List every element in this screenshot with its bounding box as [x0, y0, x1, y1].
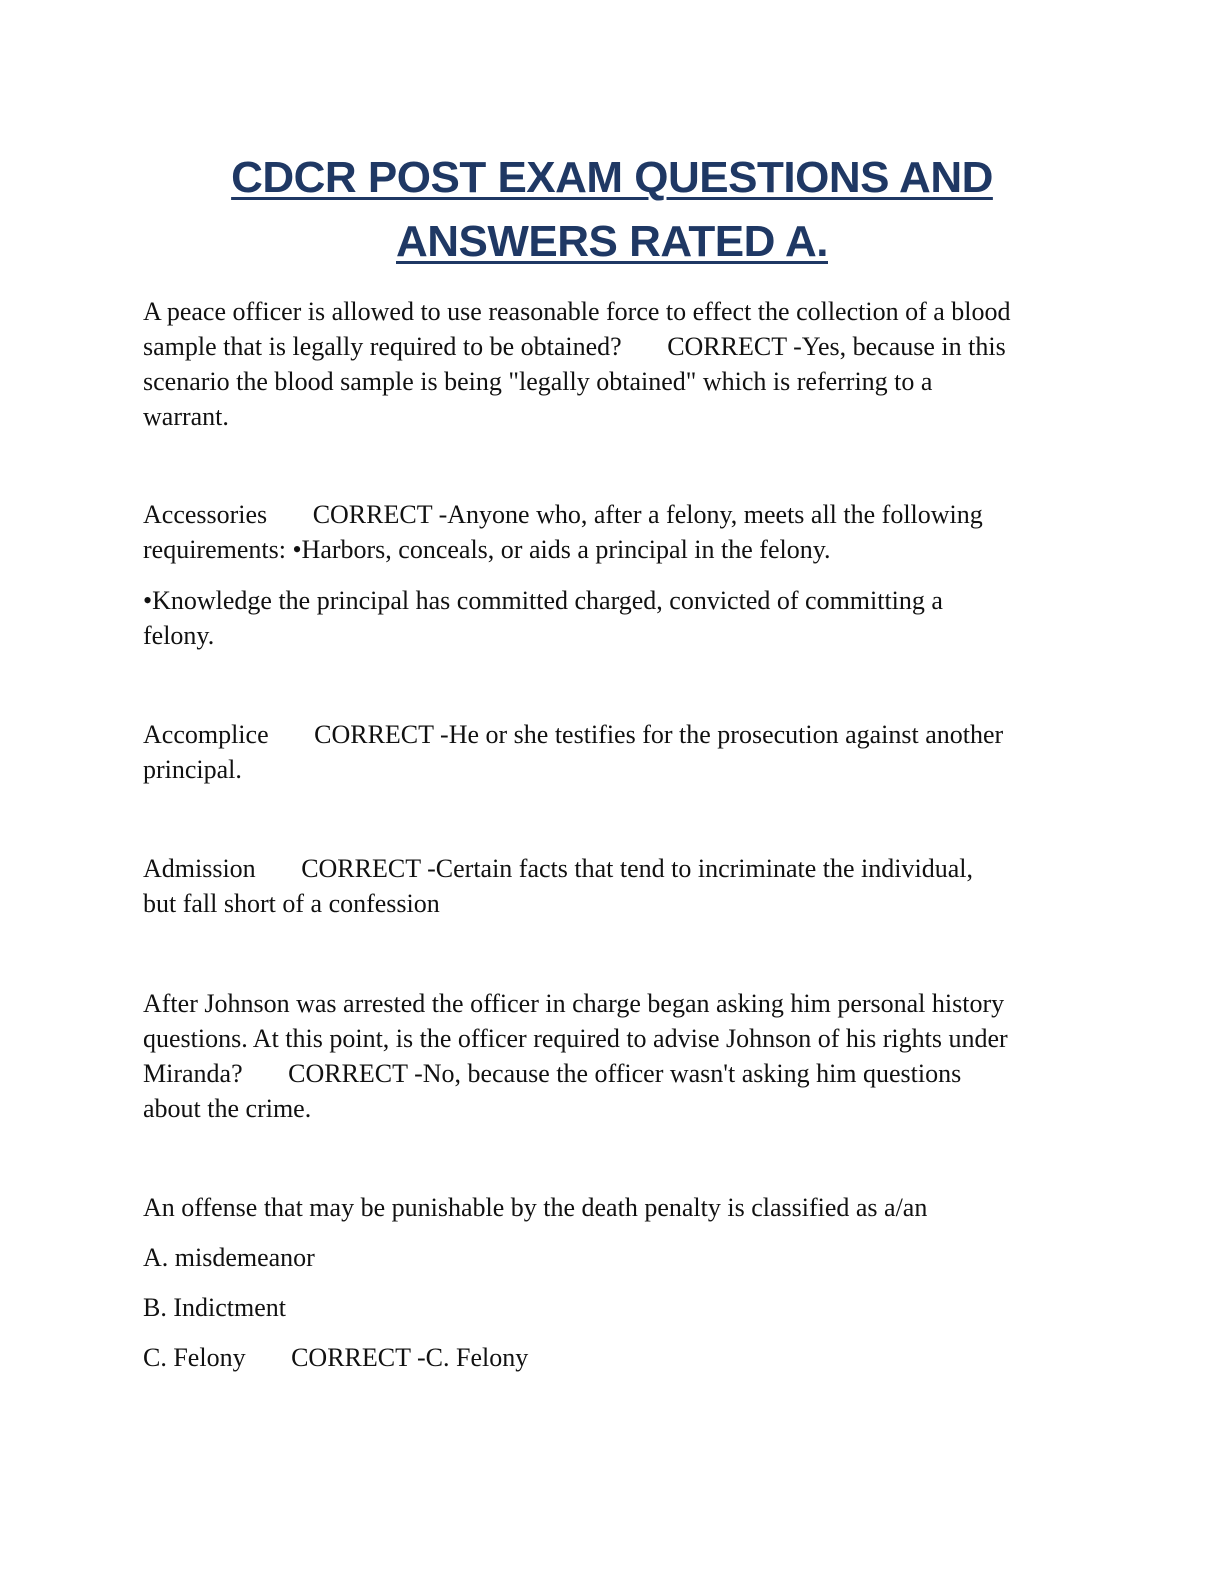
qa-block-accessories — [143, 497, 1083, 567]
option-a — [143, 1240, 1083, 1275]
question-text: An offense that may be punishable by the death penalty is classified as a/an — [143, 1193, 928, 1222]
answer-text: CORRECT -Anyone who, after a felony, meets all the following — [312, 500, 983, 529]
text-line: •Knowledge the principal has committed charged, convicted of committing a — [143, 586, 943, 615]
text-line: questions. At this point, is the officer required to advise Johnson of his rights under — [143, 1024, 1008, 1053]
text-line — [143, 497, 1083, 532]
text-line: requirements: •Harbors, conceals, or aids a principal in the felony. — [143, 535, 831, 564]
text-line: but fall short of a confession — [143, 889, 440, 918]
text-line — [143, 851, 1083, 886]
text-line — [143, 1340, 1083, 1375]
text-line: A peace officer is allowed to use reasonable force to effect the collection of a blood — [143, 297, 1011, 326]
qa-block-peace-officer — [143, 294, 1083, 434]
text-line: warrant. — [143, 402, 229, 431]
term-text: Admission — [143, 854, 256, 883]
text-line: principal. — [143, 755, 242, 784]
qa-block-admission — [143, 851, 1083, 921]
text-line: After Johnson was arrested the officer in charge began asking him personal history — [143, 989, 1005, 1018]
question-text: sample that is legally required to be obtained? — [143, 332, 622, 361]
title-line-1: CDCR POST EXAM QUESTIONS AND — [231, 153, 993, 202]
question-text: Miranda? — [143, 1059, 243, 1088]
option-b — [143, 1290, 1083, 1325]
option-text: A. misdemeanor — [143, 1243, 315, 1272]
term-text: Accomplice — [143, 720, 269, 749]
qa-block-accessories-cont — [143, 583, 1083, 653]
text-line — [143, 1056, 1083, 1091]
qa-block-death-penalty — [143, 1190, 1083, 1225]
answer-text: CORRECT -He or she testifies for the prosecution against another — [314, 720, 1004, 749]
title-line-2: ANSWERS RATED A. — [396, 217, 828, 266]
answer-text: CORRECT -Certain facts that tend to incriminate the individual, — [301, 854, 973, 883]
option-text: C. Felony — [143, 1343, 246, 1372]
text-line: about the crime. — [143, 1094, 312, 1123]
answer-text: CORRECT -C. Felony — [291, 1343, 529, 1372]
qa-block-accomplice — [143, 717, 1083, 787]
text-line: felony. — [143, 621, 215, 650]
answer-text: CORRECT -No, because the officer wasn't asking him questions — [288, 1059, 962, 1088]
qa-block-johnson — [143, 986, 1083, 1126]
option-text: B. Indictment — [143, 1293, 286, 1322]
text-line — [143, 329, 1083, 364]
option-c — [143, 1340, 1083, 1375]
page-title — [0, 146, 1224, 274]
text-line — [143, 717, 1083, 752]
answer-text: CORRECT -Yes, because in this — [667, 332, 1006, 361]
term-text: Accessories — [143, 500, 268, 529]
text-line: scenario the blood sample is being "legally obtained" which is referring to a — [143, 367, 933, 396]
